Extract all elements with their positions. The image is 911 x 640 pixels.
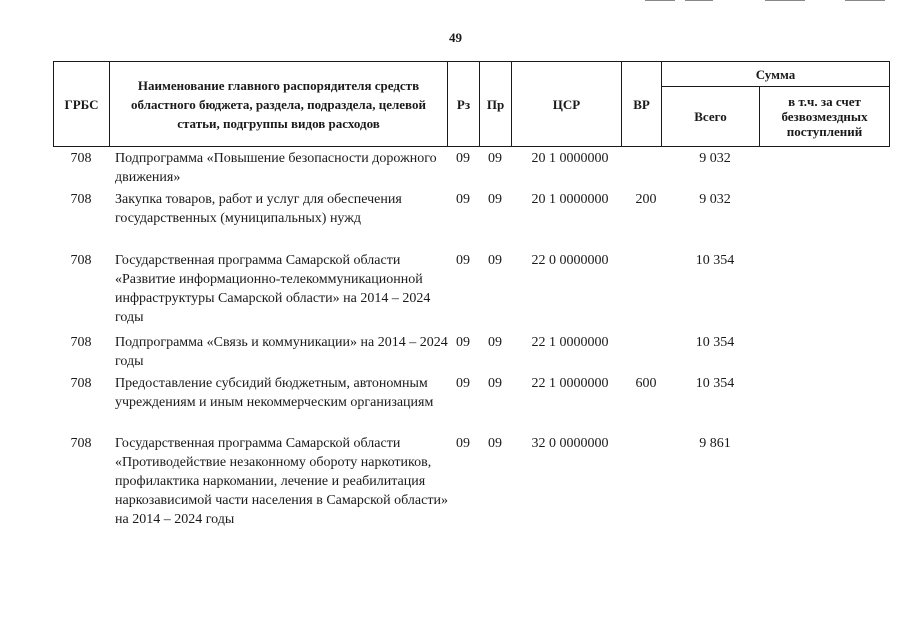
- row-csr: 22 1 0000000: [531, 335, 609, 350]
- row-total: 10 354: [695, 253, 735, 268]
- row-grbs: 708: [70, 376, 92, 391]
- row-rz: 09: [456, 151, 470, 166]
- header-sum: Сумма: [662, 62, 890, 87]
- row-pr: 09: [488, 436, 502, 451]
- row-total: 10 354: [695, 376, 735, 391]
- row-rz: 09: [456, 436, 470, 451]
- row-name: Предоставление субсидий бюджетным, автономным учреждениям и иным некоммерческим организациям: [115, 376, 434, 410]
- row-grbs: 708: [70, 253, 92, 268]
- scan-edge-marks: [645, 0, 895, 2]
- row-pr: 09: [488, 376, 502, 391]
- header-vr: ВР: [622, 62, 662, 147]
- row-grbs: 708: [70, 436, 92, 451]
- row-csr: 22 1 0000000: [531, 376, 609, 391]
- header-pr: Пр: [480, 62, 512, 147]
- row-pr: 09: [488, 192, 502, 207]
- row-pr: 09: [488, 253, 502, 268]
- row-csr: 20 1 0000000: [531, 192, 609, 207]
- row-total: 9 861: [699, 436, 731, 451]
- row-rz: 09: [456, 192, 470, 207]
- row-grbs: 708: [70, 192, 92, 207]
- row-rz: 09: [456, 335, 470, 350]
- header-free-receipts: в т.ч. за счет безвозмездных поступлений: [760, 87, 890, 147]
- page-number: 49: [449, 30, 462, 45]
- row-pr: 09: [488, 335, 502, 350]
- row-vr: 600: [635, 376, 657, 391]
- table-header: [53, 61, 890, 147]
- row-name: Подпрограмма «Связь и коммуникации» на 2014 – 2024 годы: [115, 335, 448, 369]
- header-rz: Рз: [448, 62, 480, 147]
- row-total: 9 032: [699, 192, 731, 207]
- row-pr: 09: [488, 151, 502, 166]
- row-grbs: 708: [70, 335, 92, 350]
- row-rz: 09: [456, 376, 470, 391]
- row-csr: 20 1 0000000: [531, 151, 609, 166]
- row-vr: 200: [635, 192, 657, 207]
- row-name: Государственная программа Самарской области «Противодействие незаконному обороту наркотиков, профилактика наркомании, лечение и реабилитация наркозависимой части населения в Самарской области» на 2014 – 2024 годы: [115, 436, 448, 527]
- row-name: Закупка товаров, работ и услуг для обеспечения государственных (муниципальных) нужд: [115, 192, 402, 226]
- row-name: Подпрограмма «Повышение безопасности дорожного движения»: [115, 151, 437, 185]
- row-total: 10 354: [695, 335, 735, 350]
- header-total: Всего: [662, 87, 760, 147]
- header-csr: ЦСР: [512, 62, 622, 147]
- row-csr: 32 0 0000000: [531, 436, 609, 451]
- row-total: 9 032: [699, 151, 731, 166]
- row-grbs: 708: [70, 151, 92, 166]
- row-rz: 09: [456, 253, 470, 268]
- header-name: Наименование главного распорядителя средств областного бюджета, раздела, подраздела, целевой статьи, подгруппы видов расходов: [110, 62, 448, 147]
- row-csr: 22 0 0000000: [531, 253, 609, 268]
- row-name: Государственная программа Самарской области «Развитие информационно-телекоммуникационной инфраструктуры Самарской области» на 2014 – 2024 годы: [115, 253, 431, 325]
- header-grbs: ГРБС: [54, 62, 110, 147]
